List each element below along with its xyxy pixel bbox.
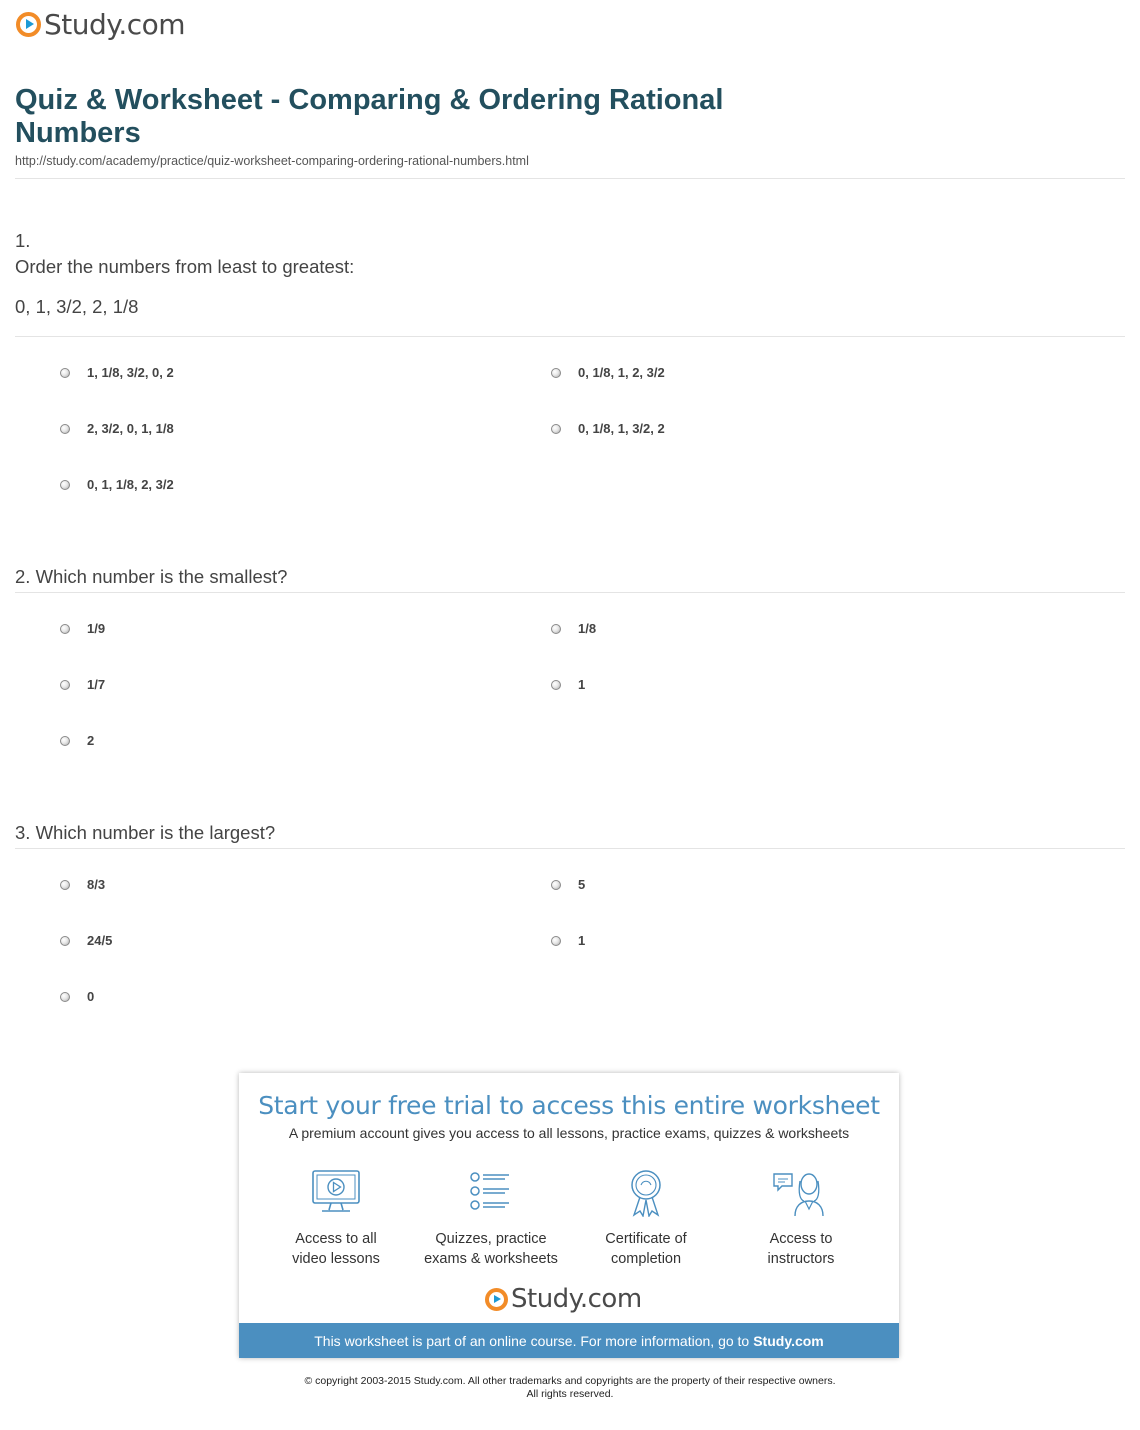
question-1-number: 1. <box>15 230 31 251</box>
divider <box>15 178 1125 179</box>
logo-text: Study.com <box>44 8 186 41</box>
radio-button-icon[interactable] <box>60 736 70 746</box>
play-logo-icon <box>485 1288 508 1311</box>
option-label: 1 <box>578 677 586 692</box>
feature-label-line1: Quizzes, practice <box>435 1231 547 1247</box>
option-label: 0 <box>87 989 95 1004</box>
option-label: 24/5 <box>87 933 113 948</box>
radio-button-icon[interactable] <box>60 368 70 378</box>
copyright-notice <box>0 1375 1140 1401</box>
question-2-option-a[interactable] <box>60 621 105 636</box>
radio-button-icon[interactable] <box>551 936 561 946</box>
promo-info-bar[interactable] <box>239 1323 899 1358</box>
divider <box>15 848 1125 849</box>
radio-button-icon[interactable] <box>60 880 70 890</box>
question-1-prompt: Order the numbers from least to greatest: <box>15 256 355 277</box>
promo-bar-link[interactable]: Study.com <box>753 1332 824 1349</box>
radio-button-icon[interactable] <box>60 480 70 490</box>
radio-button-icon[interactable] <box>60 424 70 434</box>
question-2-option-e[interactable] <box>60 733 94 748</box>
radio-button-icon[interactable] <box>551 624 561 634</box>
radio-button-icon[interactable] <box>60 936 70 946</box>
feature-label-line1: Certificate of <box>605 1231 687 1247</box>
page-url[interactable]: http://study.com/academy/practice/quiz-worksheet-comparing-ordering-rational-numbers.html <box>15 154 529 168</box>
question-3-option-e[interactable] <box>60 989 94 1004</box>
radio-button-icon[interactable] <box>551 680 561 690</box>
question-1-option-a[interactable] <box>60 365 174 380</box>
question-1-option-b[interactable] <box>551 365 665 380</box>
checklist-icon <box>465 1169 517 1217</box>
radio-button-icon[interactable] <box>551 424 561 434</box>
feature-label-line2: completion <box>610 1251 682 1267</box>
play-logo-icon <box>16 12 41 37</box>
copyright-line-1: © copyright 2003-2015 Study.com. All other trademarks and copyrights are the property of their respective owners. <box>304 1375 836 1387</box>
radio-button-icon[interactable] <box>60 680 70 690</box>
question-3-prompt: 3. Which number is the largest? <box>15 822 276 843</box>
question-2-option-d[interactable] <box>551 677 585 692</box>
award-ribbon-icon <box>620 1169 672 1217</box>
promo-bar-text: This worksheet is part of an online course. For more information, go to <box>314 1332 750 1349</box>
question-1-option-d[interactable] <box>551 421 665 436</box>
feature-label-line2: video lessons <box>292 1251 380 1267</box>
feature-label-line2: instructors <box>767 1251 835 1267</box>
radio-button-icon[interactable] <box>551 368 561 378</box>
logo-text: Study.com <box>511 1284 642 1314</box>
question-1-detail: 0, 1, 3/2, 2, 1/8 <box>15 296 139 317</box>
question-2-prompt: 2. Which number is the smallest? <box>15 566 288 587</box>
option-label: 1/7 <box>87 677 106 692</box>
page-title: Quiz & Worksheet - Comparing & Ordering Rational Numbers <box>15 84 724 149</box>
feature-instructors <box>721 1169 881 1269</box>
question-3-option-d[interactable] <box>551 933 585 948</box>
study-logo[interactable] <box>16 8 185 41</box>
copyright-line-2: All rights reserved. <box>526 1388 614 1400</box>
promo-heading[interactable]: Start your free trial to access this entire worksheet <box>258 1091 880 1120</box>
option-label: 1/8 <box>578 621 597 636</box>
question-2-option-c[interactable] <box>60 677 105 692</box>
instructor-icon <box>771 1169 831 1217</box>
option-label: 0, 1, 1/8, 2, 3/2 <box>87 477 174 492</box>
free-trial-promo[interactable] <box>239 1073 899 1358</box>
option-label: 0, 1/8, 1, 2, 3/2 <box>578 365 665 380</box>
option-label: 0, 1/8, 1, 3/2, 2 <box>578 421 665 436</box>
feature-video-lessons <box>256 1169 416 1269</box>
promo-subheading: A premium account gives you access to all lessons, practice exams, quizzes & worksheets <box>288 1125 850 1141</box>
feature-certificate <box>566 1169 726 1269</box>
feature-quizzes <box>411 1169 571 1269</box>
question-3-option-c[interactable] <box>60 933 112 948</box>
option-label: 1 <box>578 933 586 948</box>
question-1-option-e[interactable] <box>60 477 174 492</box>
option-label: 1, 1/8, 3/2, 0, 2 <box>87 365 174 380</box>
question-3-option-b[interactable] <box>551 877 585 892</box>
question-3-option-a[interactable] <box>60 877 105 892</box>
study-logo-promo[interactable] <box>485 1284 642 1314</box>
radio-button-icon[interactable] <box>551 880 561 890</box>
option-label: 5 <box>578 877 586 892</box>
option-label: 2, 3/2, 0, 1, 1/8 <box>87 421 174 436</box>
radio-button-icon[interactable] <box>60 992 70 1002</box>
video-monitor-icon <box>310 1169 362 1217</box>
question-2-option-b[interactable] <box>551 621 596 636</box>
option-label: 2 <box>87 733 95 748</box>
feature-label-line1: Access to all <box>295 1231 377 1247</box>
option-label: 1/9 <box>87 621 106 636</box>
divider <box>15 592 1125 593</box>
option-label: 8/3 <box>87 877 106 892</box>
radio-button-icon[interactable] <box>60 624 70 634</box>
feature-label-line1: Access to <box>769 1231 833 1247</box>
feature-label-line2: exams & worksheets <box>424 1251 558 1267</box>
question-1-option-c[interactable] <box>60 421 174 436</box>
divider <box>15 336 1125 337</box>
